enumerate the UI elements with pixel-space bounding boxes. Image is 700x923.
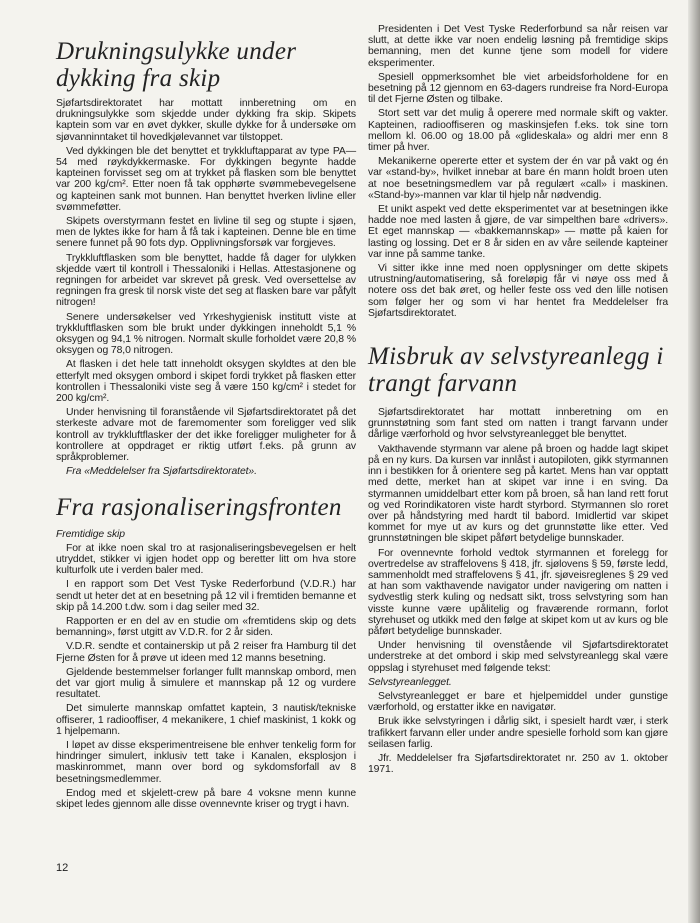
- paragraph: Sjøfartsdirektoratet har mottatt innberetning om en grunnstøtning som fant sted om natten i trangt farvann under dårlige værforhold og hvor selvstyreanlegget ble benyttet.: [368, 407, 668, 441]
- paragraph: Stort sett var det mulig å operere med normale skift og vakter. Kapteinen, radiooffiseren og maskinsjefen f.eks. tok sine torn mellom kl. 06.00 og 18.00 på «glideskala» og aldri mer enn 8 timer på hver.: [368, 108, 668, 154]
- article-title-autopilot: Misbruk av selvstyreanlegg i trangt farvann: [368, 343, 664, 398]
- paragraph: Endog med et skjelett-crew på bare 4 voksne menn kunne skipet ledes gjennom alle disse ovennevnte kriser og trygt i havn.: [56, 787, 356, 810]
- paragraph: Ved dykkingen ble det benyttet et trykkluftapparat av type PA—54 med røykdykkermaske. For dykkingen begynte hadde kapteinen forvisset seg om at trykket på flasken som ble benyttet var 200 kg/cm². Etter noen få tak opphørte svømmebevegelsene og kapteinen sank mot bunnen. Han benyttet hverken livline eller svømmeføtter.: [56, 145, 356, 213]
- paragraph: At flasken i det hele tatt inneholdt oksygen skyldtes at den ble etterfylt med oksygen ombord i skipet fordi trykket på flasken etter kontrollen i Thessaloniki viste seg å være 150 kg/cm² i stedet for 200 kg/cm².: [56, 359, 356, 405]
- notice-heading: Selvstyreanlegget.: [368, 676, 452, 688]
- paragraph: Mekanikerne opererte etter et system der én var på vakt og én var «stand-by», hvilket innebar at bare én mann holdt broen uten at noe besetningsmedlem var på regulært «call» i maskinen. «Stand-by»-mannen var klar til hjelp når nødvendig.: [368, 156, 668, 201]
- paragraph: I en rapport som Det Vest Tyske Rederforbund (V.D.R.) har sendt ut heter det at en besetning på 12 vil i fremtiden bemanne et skip på 14.200 t.dw. som i dag seiler med 32.: [56, 579, 356, 613]
- paragraph: Gjeldende bestemmelser forlanger fullt mannskap ombord, men det var gjort mulig å simulere et mannskap på 12 og vurdere resultatet.: [56, 666, 356, 701]
- paragraph: Skipets overstyrmann festet en livline til seg og stupte i sjøen, men de lyktes ikke for ham å få tak i kapteinen. Denne ble en time senere funnet på 90 fots dyp. Opplivningsforsøk var forgjeves.: [56, 216, 356, 250]
- paragraph: Spesiell oppmerksomhet ble viet arbeidsforholdene for en besetning på 12 gjennom en 63-dagers rundreise fra Nord-Europa til det Fjerne Østen og tilbake.: [368, 71, 668, 106]
- paragraph: Jfr. Meddelelser fra Sjøfartsdirektoratet nr. 250 av 1. oktober 1971.: [368, 752, 668, 776]
- article-title-rationalization: Fra rasjonaliseringsfronten: [56, 493, 342, 521]
- paragraph: Presidenten i Det Vest Tyske Rederforbund sa når reisen var slutt, at dette ikke var noen endelig løsning på fremtidige skips bemanning, men det kunne tjene som modell for videre eksperimenter.: [368, 24, 668, 69]
- right-column: [368, 24, 668, 778]
- article-body-rationalization: [56, 529, 356, 811]
- page-number: 12: [56, 862, 69, 874]
- paragraph: Det simulerte mannskap omfattet kaptein, 3 nautisk/tekniske offiserer, 1 radiooffiser, 4 mekanikere, 1 chief maskinist, 1 kokk og 1 hjelpemann.: [56, 703, 356, 737]
- paragraph: Senere undersøkelser ved Yrkeshygienisk institutt viste at trykkluftflasken som ble brukt under dykkingen inneholdt 5,1 % oksygen og 94,1 % nitrogen. Normalt skulle forholdet være 20,8 % oksygen og 78,0 nitrogen.: [56, 311, 356, 357]
- paragraph: For ovennevnte forhold vedtok styrmannen et forelegg for overtredelse av straffelovens § 418, jfr. sjølovens § 59, første ledd, sammenholdt med straffelovens § 41, jfr. sjøveisreglenes § 29 ved at han som vakthavende navigator under navigering om natten i sydvestlig sterk kuling og nedsatt sikt, tross selvstyring som han visste kunne være upålitelig og fraværende rormann, forlot styrehuset og utkikk med den følge at skipet kom ut av kurs og ble påført betydelige bunnskader.: [368, 547, 668, 637]
- paragraph: V.D.R. sendte et containerskip ut på 2 reiser fra Hamburg til det Fjerne Østen for å prøve ut ideen med 12 manns besetning.: [56, 641, 356, 664]
- article-title-drowning: Drukningsulykke under dykking fra skip: [56, 38, 297, 92]
- paragraph: Sjøfartsdirektoratet har mottatt innberetning om en drukningsulykke som skjedde under dykking fra skip. Skipets kaptein som var en øvet dykker, skulle dykke for å undersøke om sjøvanninntaket til hovedkjølevannet var tilstoppet.: [56, 98, 356, 143]
- source-note: Fra «Meddelelser fra Sjøfartsdirektoratet».: [66, 466, 257, 478]
- paragraph: Vakthavende styrmann var alene på broen og hadde lagt skipet på en ny kurs. Da kursen var innlåst i autopiloten, gikk styrmannen inn i bestikken for å orientere seg på kartet. Mens han var opptatt med dette, merket han at skipet var inne i en sving. Da styrmannen umiddelbart etter kom på broen, så han land rett forut og ved Rorindikatoren viste hardt styrbord. Styrmannen slo roret over på håndstyring med hardt til babord. Imidlertid var skipet kommet for mye ut av kurs og det grunnstøtte like etter. Ved grunnstøtningen ble skipet påført betydelige bunnskader.: [368, 443, 668, 545]
- left-column: [56, 0, 356, 813]
- paragraph: Under henvisning til ovenstående vil Sjøfartsdirektoratet understreke at det ombord i skip med selvstyreanlegg skal være oppslag i styrehuset med følgende tekst:: [368, 640, 668, 674]
- paragraph: Rapporten er en del av en studie om «fremtidens skip og dets bemanning», først utgitt av V.D.R. for 2 år siden.: [56, 615, 356, 639]
- paragraph: Et unikt aspekt ved dette eksperimentet var at besetningen ikke hadde noe med lasten å gjøre, de var simpelthen bare «drivers». Et eget mannskap — «bakkemannskap» — møtte på kaien for lasting og lossing. Det er 8 år siden en av våre seilende kapteiner var inne på samme tanke.: [368, 204, 668, 260]
- paragraph: Under henvisning til foranstående vil Sjøfartsdirektoratet på det sterkeste advare mot de faremomenter som foreligger ved slik kontroll av trykkluftflasker der det ikke foreligger muligheter for å kontrollere at oppdraget er riktig utført f.eks. på grunn av språkproblemer.: [56, 407, 356, 464]
- article-body-autopilot: [368, 407, 668, 775]
- page-edge-shadow: [688, 0, 700, 923]
- article-body-drowning: [56, 98, 356, 478]
- article-subtitle: Fremtidige skip: [56, 528, 125, 540]
- paragraph: Selvstyreanlegget er bare et hjelpemiddel under gunstige værforhold, og erstatter ikke en navigatør.: [368, 690, 668, 714]
- paragraph: Trykkluftflasken som ble benyttet, hadde få dager for ulykken skjedde vært til kontroll i Thessaloniki i Hellas. Attestasjonene og regningen for arbeidet var skrevet på gresk. Ved oversettelse av regningen fra gresk til norsk viste det seg at flasken bare var påfylt nitrogen!: [56, 252, 356, 309]
- article-body-rationalization-continued: [368, 24, 668, 319]
- paragraph: Bruk ikke selvstyringen i dårlig sikt, i spesielt hardt vær, i sterk trafikkert farvann eller under andre spesielle forhold som kan gjøre seilasen farlig.: [368, 716, 668, 750]
- paragraph: Vi sitter ikke inne med noen opplysninger om dette skipets utrustning/automatisering, så foreløpig får vi nøye oss med å notere oss det bak øret, og heller feste oss ved den lille notisen som følger her og som vi har hentet fra Meddelelser fra Sjøfartsdirektoratet.: [368, 263, 668, 319]
- paragraph: For at ikke noen skal tro at rasjonaliseringsbevegelsen er helt utryddet, stikker vi igjen hodet opp og beretter litt om hva store kulturfolk ute i verden baler med.: [56, 542, 356, 577]
- paragraph: I løpet av disse eksperimentreisene ble enhver tenkelig form for hindringer simulert, inklusiv tett take i Kanalen, eksplosjon i maskinrommet, mann over bord og sykdomsforfall av 8 besetningsmedlemmer.: [56, 739, 356, 785]
